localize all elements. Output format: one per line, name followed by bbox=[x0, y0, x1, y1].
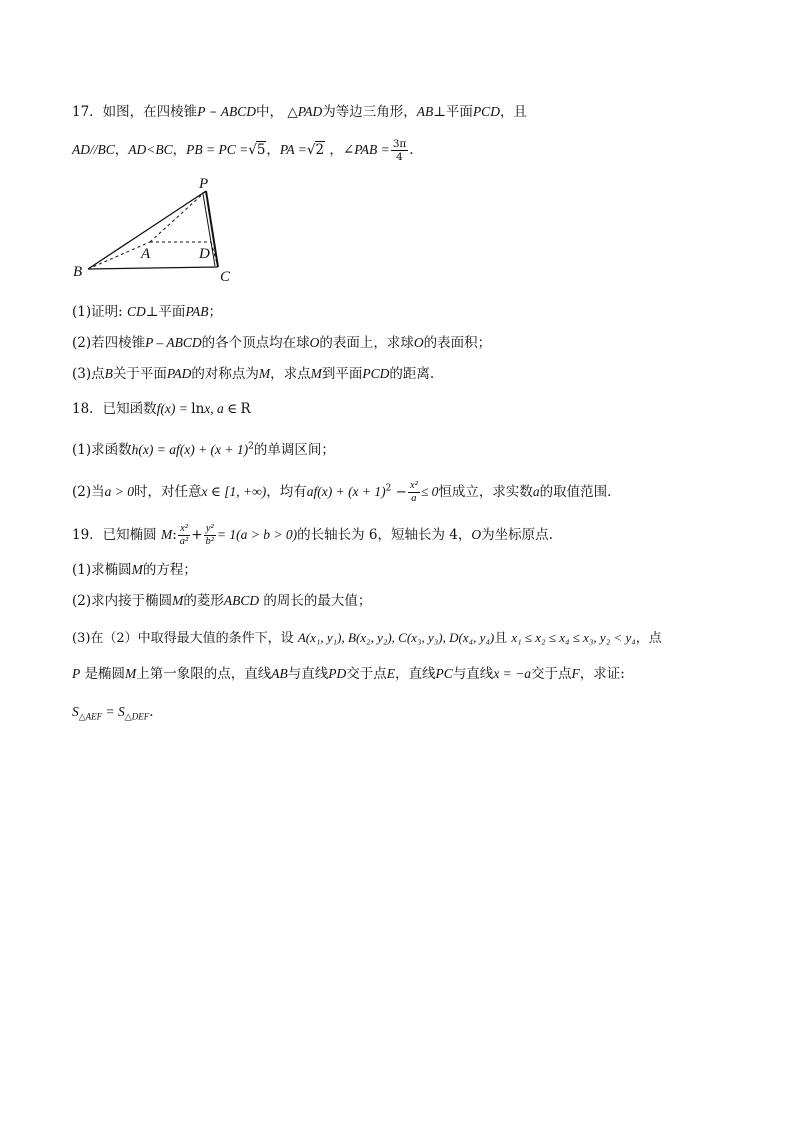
text: 的方程； bbox=[142, 562, 197, 578]
math-text: E bbox=[386, 666, 396, 681]
pyramid-figure bbox=[70, 172, 245, 284]
math-text: PD bbox=[328, 666, 347, 681]
text: ， bbox=[266, 142, 280, 158]
math-text: PAD bbox=[166, 366, 192, 381]
math-text: B bbox=[104, 366, 113, 381]
text: 是椭圆 bbox=[80, 666, 126, 682]
math-text: M bbox=[310, 366, 322, 381]
text: 且 bbox=[494, 631, 512, 646]
math-text: ≤ 0 bbox=[420, 484, 439, 499]
sqrt-sign: √ bbox=[306, 142, 316, 158]
text: 交于点 bbox=[346, 666, 387, 682]
vertex-label-C: C bbox=[220, 269, 231, 284]
math-text: O bbox=[309, 335, 320, 350]
denominator: a² bbox=[179, 536, 189, 547]
text: 中， △ bbox=[256, 104, 298, 120]
q19-part-1 bbox=[72, 560, 197, 580]
text: 的长轴长为 6，短轴长为 4， bbox=[297, 527, 472, 543]
math-text: S bbox=[72, 704, 79, 719]
math-text: P bbox=[197, 104, 206, 119]
text: 的取值范围. bbox=[539, 484, 612, 500]
math-text: PA = bbox=[279, 142, 307, 157]
vertex-label-D: D bbox=[199, 246, 210, 262]
text: ⊥平面 bbox=[433, 104, 473, 120]
math-text: F bbox=[571, 666, 580, 681]
math-text: af(x) + (x + 1) bbox=[306, 484, 386, 499]
math-text: M bbox=[172, 593, 184, 608]
math-text: x₁ ≤ x₂ ≤ x₄ ≤ x₃, y₂ < y₄ bbox=[511, 630, 636, 645]
fraction bbox=[178, 523, 190, 548]
text: 的对称点为 bbox=[191, 366, 259, 382]
text: ⊥平面 bbox=[145, 304, 186, 320]
text: 的周长的最大值； bbox=[259, 593, 372, 609]
q19-part-3-cont bbox=[72, 664, 625, 684]
q17-part-3 bbox=[72, 364, 434, 384]
text: 为坐标原点. bbox=[481, 527, 553, 543]
text: 的单调区间； bbox=[253, 442, 335, 458]
math-text: x = −a bbox=[493, 666, 532, 681]
math-text: = S bbox=[102, 704, 125, 719]
fraction bbox=[408, 480, 420, 505]
text: 恒成立，求实数 bbox=[438, 484, 533, 500]
math-text: ∠PAB = bbox=[342, 142, 390, 157]
math-text: x ∈ [1, +∞) bbox=[201, 484, 267, 499]
text: (1)求函数 bbox=[72, 442, 132, 458]
q17-part-2 bbox=[72, 333, 491, 353]
sqrt-value: 5 bbox=[256, 142, 266, 158]
q17-part-1 bbox=[72, 302, 222, 322]
q17-line-1 bbox=[72, 102, 527, 122]
sqrt-sign: √ bbox=[248, 142, 257, 158]
text: ，点 bbox=[635, 631, 662, 646]
text: (2)求内接于椭圆 bbox=[72, 593, 173, 609]
math-text: PAD bbox=[297, 104, 323, 119]
math-text: M bbox=[258, 366, 271, 381]
sqrt-value: 2 bbox=[315, 142, 325, 158]
numerator: x² bbox=[410, 480, 418, 491]
text: ，求证: bbox=[579, 666, 625, 682]
text: 的表面上，求球 bbox=[319, 335, 414, 351]
math-text: AD//BC bbox=[72, 142, 115, 157]
math-text: PCD bbox=[362, 366, 390, 381]
edge-BC bbox=[88, 267, 218, 269]
text: ， bbox=[172, 142, 187, 158]
text: 19．已知椭圆 bbox=[72, 527, 161, 543]
text: 交于点 bbox=[531, 666, 572, 682]
math-text: ABCD bbox=[223, 593, 260, 608]
math-text: h(x) = af(x) + (x + 1) bbox=[131, 442, 249, 457]
text: ，均有 bbox=[266, 484, 307, 500]
text: 17．如图，在四棱锥 bbox=[72, 104, 198, 120]
text: (1)求椭圆 bbox=[72, 562, 132, 578]
math-text: ln bbox=[191, 401, 205, 417]
text: 18．已知函数 bbox=[72, 401, 157, 417]
text: ， bbox=[114, 142, 129, 158]
text: 到平面 bbox=[321, 366, 363, 382]
denominator: b² bbox=[205, 536, 214, 547]
text: 关于平面 bbox=[112, 366, 167, 382]
math-text: − bbox=[391, 484, 407, 500]
text: . bbox=[409, 142, 414, 158]
denominator: 4 bbox=[396, 151, 403, 163]
math-text: O bbox=[471, 527, 482, 542]
text: 的距离. bbox=[389, 366, 435, 382]
math-text: A(x₁, y₁), B(x₂, y₂), C(x₃, y₃), D(x₄, y₄) bbox=[297, 630, 495, 645]
q18-part-2 bbox=[72, 480, 611, 505]
math-text: = 1(a > b > 0) bbox=[216, 527, 298, 542]
numerator: 3π bbox=[392, 138, 407, 150]
math-text: M bbox=[125, 666, 137, 681]
text: . bbox=[149, 704, 154, 720]
q19-part-3 bbox=[72, 628, 662, 649]
exponent: 2 bbox=[248, 441, 254, 452]
text: (3)点 bbox=[72, 366, 105, 382]
text: 与直线 bbox=[287, 666, 329, 682]
text: 的菱形 bbox=[183, 593, 224, 609]
math-text: AD<BC bbox=[128, 142, 173, 157]
math-text: f(x) = bbox=[156, 401, 192, 416]
math-text: + bbox=[191, 527, 203, 543]
math-text: a bbox=[532, 484, 540, 499]
math-text: PC bbox=[435, 666, 453, 681]
denominator: a bbox=[411, 493, 417, 504]
text: ，且 bbox=[499, 104, 527, 120]
text: 为等边三角形， bbox=[322, 104, 417, 120]
subscript: △DEF bbox=[124, 711, 150, 722]
text: (3)在（2）中取得最大值的条件下，设 bbox=[72, 631, 298, 646]
text: ， bbox=[325, 142, 343, 158]
text: 上第一象限的点，直线 bbox=[136, 666, 272, 682]
q19-part-2 bbox=[72, 591, 371, 611]
subscript: △AEF bbox=[78, 711, 103, 722]
q19-line-1 bbox=[72, 523, 553, 548]
text: – bbox=[205, 104, 221, 120]
math-text: M bbox=[160, 527, 173, 542]
numerator: x² bbox=[180, 523, 188, 534]
q17-line-2 bbox=[72, 138, 414, 163]
math-text: O bbox=[413, 335, 424, 350]
math-text: AB bbox=[271, 666, 288, 681]
q19-conclusion bbox=[72, 702, 154, 722]
fraction bbox=[204, 523, 216, 548]
math-text: P – ABCD bbox=[145, 335, 202, 350]
text: 的各个顶点均在球 bbox=[201, 335, 310, 351]
math-text: x, a ∈ bbox=[204, 401, 241, 416]
math-text: M bbox=[131, 562, 143, 577]
math-text: PCD bbox=[472, 104, 500, 119]
text: : bbox=[172, 527, 177, 543]
q18-part-1 bbox=[72, 440, 335, 460]
math-text: AB bbox=[416, 104, 434, 119]
numerator: y² bbox=[205, 523, 214, 534]
vertex-label-B: B bbox=[73, 264, 83, 280]
math-text: R bbox=[240, 401, 251, 417]
math-text: ABCD bbox=[220, 104, 257, 119]
q18-line-1 bbox=[72, 399, 251, 419]
text: 时，对任意 bbox=[134, 484, 202, 500]
math-text: P bbox=[72, 666, 81, 681]
fraction bbox=[391, 138, 409, 163]
math-text: a > 0 bbox=[104, 484, 134, 499]
text: 的表面积； bbox=[423, 335, 492, 351]
vertex-label-A: A bbox=[141, 246, 151, 262]
math-text: CD bbox=[126, 304, 146, 319]
text: ，求点 bbox=[270, 366, 311, 382]
vertex-label-P: P bbox=[199, 176, 209, 192]
math-text: PB = PC = bbox=[186, 142, 249, 157]
text: 与直线 bbox=[452, 666, 494, 682]
text: ； bbox=[208, 304, 222, 320]
text: (2)当 bbox=[72, 484, 105, 500]
text: (1)证明: bbox=[72, 304, 127, 320]
exponent: 2 bbox=[385, 483, 392, 494]
edge-PA bbox=[150, 191, 206, 242]
text: (2)若四棱锥 bbox=[72, 335, 146, 351]
text: ，直线 bbox=[395, 666, 436, 682]
math-text: PAB bbox=[185, 304, 209, 319]
